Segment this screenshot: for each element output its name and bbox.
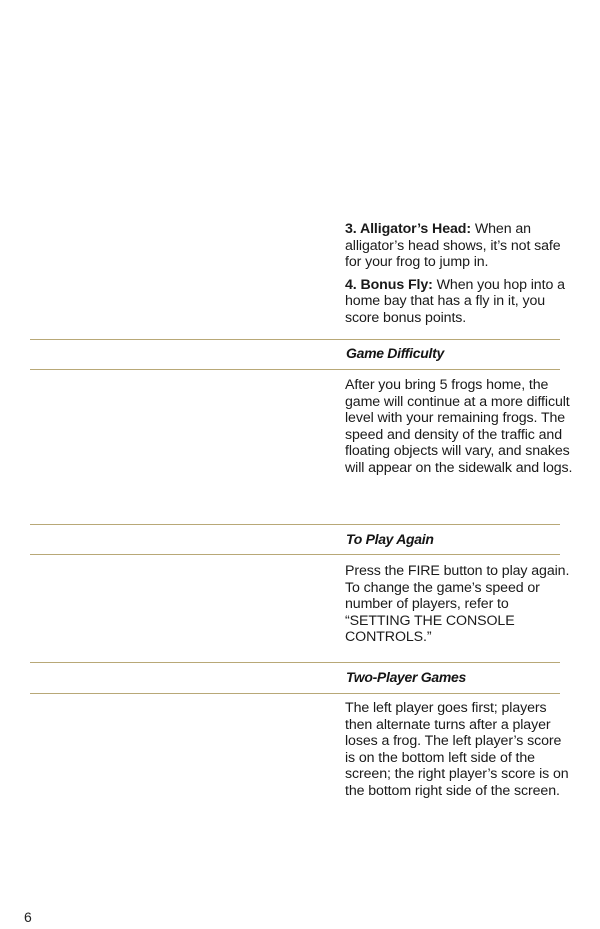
section-body-game-difficulty: After you bring 5 frogs home, the game will continue at a more difficult level with your remaining frogs. The speed and density of the traffic and floating objects will vary, and snakes will appear on the sidewalk and logs. xyxy=(345,377,573,476)
section-heading-two-player: Two-Player Games xyxy=(346,669,466,685)
section-divider-top xyxy=(30,524,560,525)
section-divider-top xyxy=(30,662,560,663)
section-divider-bottom xyxy=(30,554,560,555)
hazard-item-alligator-head xyxy=(345,221,573,271)
hazard-term: 3. Alligator’s Head: xyxy=(345,221,471,237)
section-body-play-again: Press the FIRE button to play again. To change the game’s speed or number of players, refer to “SETTING THE CONSOLE CONTROLS.” xyxy=(345,563,570,646)
section-heading-play-again: To Play Again xyxy=(346,531,434,547)
hazard-list xyxy=(345,221,573,333)
hazard-item-bonus-fly xyxy=(345,277,573,327)
hazard-term: 4. Bonus Fly: xyxy=(345,276,433,293)
section-divider-bottom xyxy=(30,693,560,694)
section-body-two-player: The left player goes first; players then alternate turns after a player loses a frog. The left player’s score is on the bottom left side of the screen; the right player’s score is on the bottom right side of the screen. xyxy=(345,700,569,799)
hazard-description: When you hop into a home bay that has a fly in it, you score bonus points. xyxy=(345,276,565,326)
section-heading-game-difficulty: Game Difficulty xyxy=(346,345,444,361)
section-divider-top xyxy=(30,339,560,340)
section-divider-bottom xyxy=(30,369,560,370)
hazard-description: When an alligator’s head shows, it’s not safe for your frog to jump in. xyxy=(345,221,561,271)
page-number: 6 xyxy=(24,909,32,925)
